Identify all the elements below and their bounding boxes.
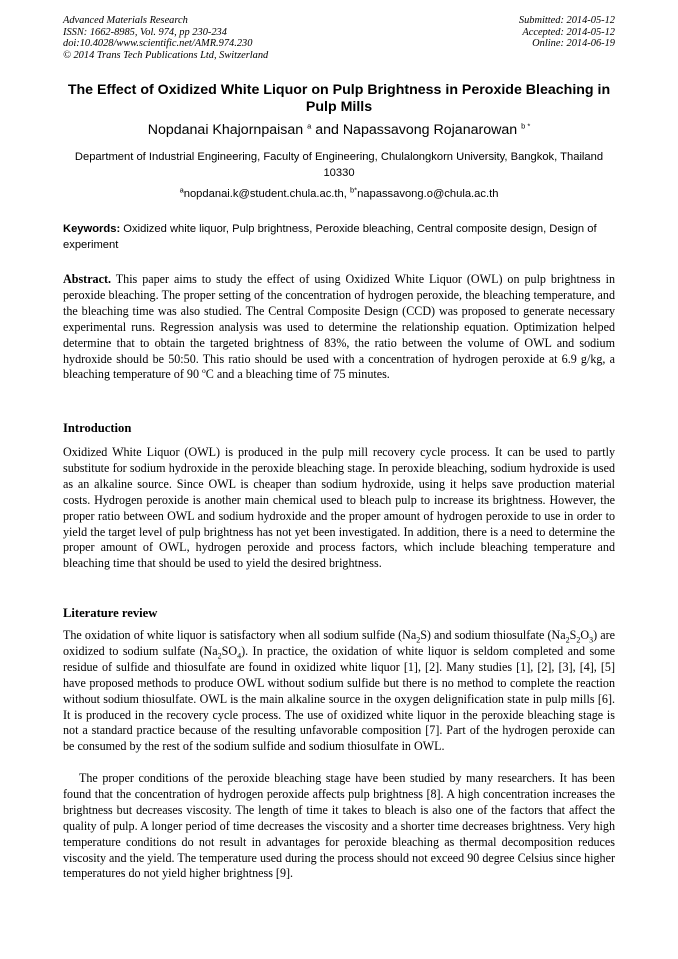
author-1-mark: a <box>307 121 312 131</box>
journal-header-right <box>519 15 615 50</box>
lit-text-e: ) are oxidized to sodium sulfate (Na <box>63 628 615 658</box>
lit-text-b: S) and sodium thiosulfate (Na <box>420 628 566 642</box>
lit-sub-1: 2 <box>416 635 421 645</box>
email-1: nopdanai.k@student.chula.ac.th, <box>183 188 350 200</box>
introduction-paragraph: Oxidized White Liquor (OWL) is produced in the pulp mill recovery cycle process. It can be used to partly substitute for sodium hydroxide in the peroxide bleaching stage. In peroxide bleaching, sodium hydroxide is used as an alkaline source. Since OWL is cheaper than sodium hydroxide, using it helps save production material costs. Hydrogen peroxide is another main chemical used to bleach pulp to increase its brightness. However, the proper ratio between OWL and sodium hydroxide and the proper amount of hydrogen peroxide to use in order to yield the target level of pulp brightness has not yet been investigated. In addition, there is a need to determine the proper amount of OWL, hydrogen peroxide and process factors, which include bleaching temperature and bleaching time that should be used to yield the desired brightness. <box>63 445 615 571</box>
keywords-label: Keywords: <box>63 223 121 235</box>
keywords-text: Oxidized white liquor, Pulp brightness, Peroxide bleaching, Central composite design, Design of experiment <box>63 223 597 251</box>
email-2-mark: b* <box>349 185 358 195</box>
email-1-mark: a <box>179 185 184 195</box>
paper-title: The Effect of Oxidized White Liquor on Pulp Brightness in Peroxide Bleaching in Pulp Mills <box>67 82 611 115</box>
lit-text-c: S <box>569 628 577 642</box>
author-2-mark: b * <box>521 121 531 131</box>
author-and: and <box>311 122 343 138</box>
lit-text-g: ). In practice, the oxidation of white liquor is seldom completed and some residue of sulfide and thiosulfate are found in oxidized white liquor [1], [2]. Many studies [1], [2], [3], [4], [5] have proposed methods to produce OWL without sodium sulfide but there is no method to complete the reaction without sodium thiosulfate. OWL is the main alkaline source in the oxygen delignification state in pulp mills [6]. It is produced in the recovery cycle process. The use of oxidized white liquor in the peroxide bleaching stage is not a standard practice because of the resulting unfavorable composition [7]. Part of the hydrogen peroxide can be consumed by the rest of the sodium sulfide and sodium thiosulfate in OWL. <box>63 643 615 754</box>
online-date: Online: 2014-06-19 <box>532 38 615 49</box>
accepted-date: Accepted: 2014-05-12 <box>522 26 615 38</box>
lit-sub-3: 2 <box>576 635 581 645</box>
literature-review-heading: Literature review <box>63 606 158 620</box>
email-line <box>63 186 615 202</box>
lit-sub-2: 2 <box>565 635 570 645</box>
affiliation: Department of Industrial Engineering, Faculty of Engineering, Chulalongkorn University, Bangkok, Thailand 10330 <box>74 151 604 179</box>
lit-sub-5: 2 <box>217 651 222 661</box>
keywords <box>63 222 615 253</box>
author-2: Napassavong Rojanarowan <box>342 122 518 138</box>
journal-copyright: © 2014 Trans Tech Publications Ltd, Switzerland <box>63 49 269 61</box>
literature-paragraph-2: The proper conditions of the peroxide bleaching stage have been studied by many researchers. It has been found that the concentration of hydrogen peroxide affects pulp brightness [8]. A high concentration increases the brightness but decreases viscosity. The length of time it takes to bleach is also one of the factors that affect the quality of pulp. A longer period of time decreases the viscosity and a shorter time decreases brightness. Very high temperature conditions do not result in advantages for peroxide bleaching as thermal decomposition reduces viscosity and the yield. The temperature used during the process should not exceed 90 degree Celsius since higher temperatures do not yield higher brightness [9]. <box>63 771 615 881</box>
lit-sub-6: 4 <box>237 651 242 661</box>
email-2: napassavong.o@chula.ac.th <box>357 188 499 200</box>
journal-name: Advanced Materials Research <box>63 15 188 26</box>
author-1: Nopdanai Khajornpaisan <box>147 122 304 138</box>
abstract-text: This paper aims to study the effect of using Oxidized White Liquor (OWL) on pulp brightness in peroxide bleaching. The proper setting of the concentration of hydrogen peroxide, the bleaching temperature, and the bleaching time was also studied. The Central Composite Design (CCD) was proposed to generate necessary experimental runs. Regression analysis was used to determine the relationship equation. Optimization helped determine that to obtain the targeted brightness of 83%, the ratio between the volume of OWL and sodium hydroxide should be 50:50. This ratio should be used with a concentration of hydrogen peroxide at 6.9 g/kg, a bleaching temperature of 90 <box>63 272 615 382</box>
abstract-end: C and a bleaching time of 75 minutes. <box>205 367 390 382</box>
submitted-date: Submitted: 2014-05-12 <box>518 15 615 26</box>
literature-paragraph-1 <box>63 628 615 755</box>
lit-text-a: The oxidation of white liquor is satisfactory when all sodium sulfide (Na <box>63 628 417 642</box>
journal-doi: doi:10.4028/www.scientific.net/AMR.974.230 <box>63 38 253 49</box>
abstract <box>63 272 615 383</box>
abstract-label: Abstract. <box>63 272 112 286</box>
author-line <box>63 121 615 139</box>
lit-sub-4: 3 <box>589 635 594 645</box>
journal-issn: ISSN: 1662-8985, Vol. 974, pp 230-234 <box>63 26 227 38</box>
journal-header-left <box>63 15 268 61</box>
lit-text-d: O <box>580 628 590 642</box>
degree-mark: o <box>202 366 206 376</box>
lit-text-f: SO <box>221 643 238 658</box>
introduction-heading: Introduction <box>63 421 132 435</box>
